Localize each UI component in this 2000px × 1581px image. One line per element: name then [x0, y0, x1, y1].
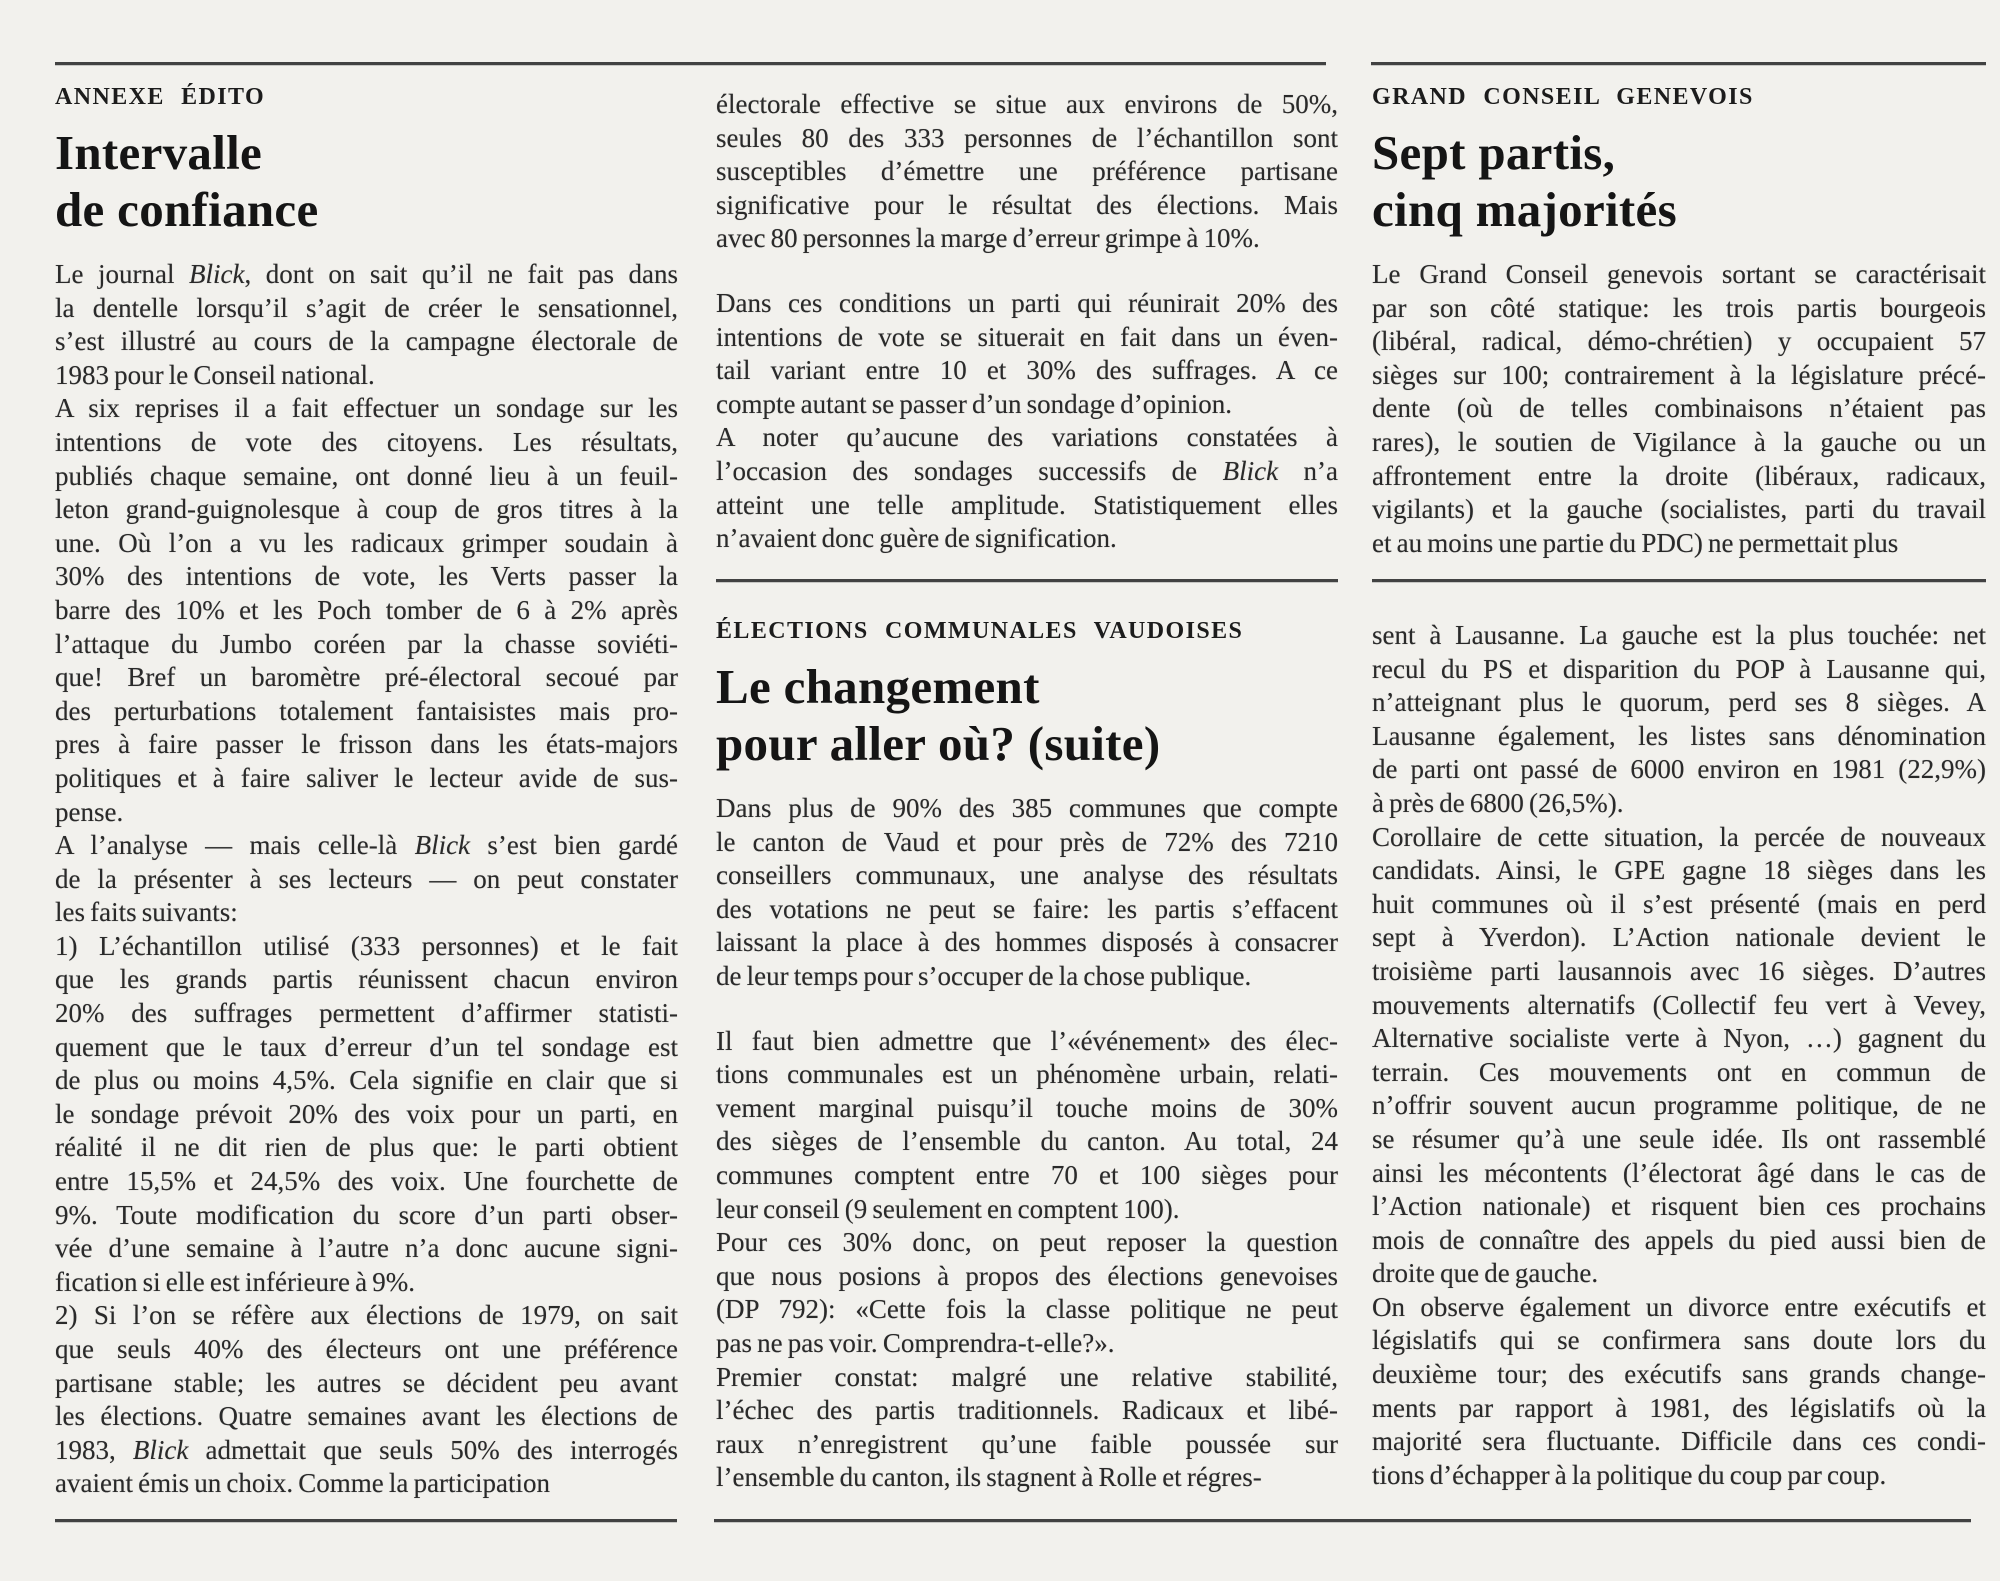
body-line: vement marginal puisqu’il touche moins de 30% — [716, 1092, 1338, 1123]
paragraph — [55, 392, 678, 829]
body-line: (libéral, radical, démo-chrétien) y occupaient 57 — [1372, 326, 1986, 357]
paragraph — [1372, 821, 1986, 1291]
paragraph — [1372, 619, 1986, 821]
body-line: leur conseil (9 seulement en comptent 100). — [716, 1193, 1180, 1224]
body-line: Corollaire de cette situation, la percée de nouveaux — [1372, 821, 1986, 852]
body-line: mois de connaître des appels du pied aussi bien de — [1372, 1224, 1986, 1255]
body-line: de parti ont passé de 6000 environ en 1981 (22,9%) — [1372, 754, 1986, 785]
body-line: une. Où l’on a vu les radicaux grimper soudain à — [55, 527, 678, 558]
body-line: de la présenter à ses lecteurs — on peut constater — [55, 863, 678, 894]
headline-line: Intervalle — [55, 125, 263, 180]
body-line: électorale effective se situe aux environs de 50%, — [716, 89, 1338, 119]
body-line: atteint une telle amplitude. Statistiquement elles — [716, 489, 1338, 520]
body-line: majorité sera fluctuante. Difficile dans ces condi- — [1372, 1426, 1986, 1457]
body-line: intentions de vote se situerait en fait dans un éven- — [716, 321, 1338, 352]
body-line: 30% des intentions de vote, les Verts passer la — [55, 561, 678, 592]
body-line: le sondage prévoit 20% des voix pour un parti, en — [55, 1098, 678, 1129]
body-line: sièges sur 100; contrairement à la législature précé- — [1372, 359, 1986, 390]
body-line: Pour ces 30% donc, on peut reposer la question — [716, 1227, 1338, 1258]
body-line: leton grand-guignolesque à coup de gros titres à la — [55, 494, 678, 525]
paragraph — [1372, 1291, 1986, 1493]
body-line: 2) Si l’on se réfère aux élections de 1979, on sait — [55, 1300, 678, 1331]
headline-line: cinq majorités — [1372, 182, 1677, 237]
body-line: l’ensemble du canton, ils stagnent à Rolle et régres- — [716, 1462, 1262, 1493]
middle-column-article — [716, 618, 1338, 1495]
body-line: à près de 6800 (26,5%). — [1372, 787, 1624, 818]
body-line: Alternative socialiste verte à Nyon, …) gagnent du — [1372, 1023, 1986, 1054]
article-body-edito-continued — [716, 88, 1338, 556]
paragraph — [55, 829, 678, 930]
body-line: réalité il ne dit rien de plus que: le parti obtient — [55, 1132, 678, 1163]
body-line: politiques et à faire saliver le lecteur avide de sus- — [55, 762, 678, 793]
body-line: significative pour le résultat des élections. Mais — [716, 189, 1338, 220]
mid-rule-right-column — [1372, 579, 1986, 582]
body-line: affrontement entre la droite (libéraux, radicaux, — [1372, 460, 1986, 491]
body-line: l’Action nationale) et risquent bien ces prochains — [1372, 1191, 1986, 1222]
body-line: tions communales est un phénomène urbain, relati- — [716, 1059, 1338, 1090]
body-line: avaient émis un choix. Comme la participation — [55, 1468, 551, 1499]
paragraph — [716, 88, 1338, 256]
body-line: s’est illustré au cours de la campagne électorale de — [55, 326, 678, 357]
right-column-continuation — [1372, 619, 1986, 1492]
body-line: 1) L’échantillon utilisé (333 personnes) et le fait — [55, 930, 678, 961]
article-body-changement — [716, 792, 1338, 1495]
body-line: laissant la place à des hommes disposés à consacrer — [716, 927, 1338, 958]
body-line: sent à Lausanne. La gauche est la plus touchée: net — [1372, 620, 1986, 650]
body-line: terrain. Ces mouvements ont en commun de — [1372, 1056, 1986, 1087]
bottom-rule-middle-right — [714, 1519, 1971, 1522]
body-line: troisième parti lausannois avec 16 sièges. D’autres — [1372, 955, 1986, 986]
body-line: de leur temps pour s’occuper de la chose publique. — [716, 960, 1252, 991]
headline-line: Le changement — [716, 659, 1040, 714]
body-line: communes comptent entre 70 et 100 sièges pour — [716, 1159, 1338, 1190]
body-line: les élections. Quatre semaines avant les élections de — [55, 1401, 678, 1432]
body-line: vée d’une semaine à l’autre n’a donc aucune signi- — [55, 1233, 678, 1264]
body-line: avec 80 personnes la marge d’erreur grimpe à 10%. — [716, 223, 1260, 254]
body-line: candidats. Ainsi, le GPE gagne 18 sièges dans les — [1372, 855, 1986, 886]
body-line: pas ne pas voir. Comprendra-t-elle?». — [716, 1327, 1115, 1358]
body-line: n’offrir souvent aucun programme politique, de ne — [1372, 1090, 1986, 1121]
body-line: seules 80 des 333 personnes de l’échantillon sont — [716, 122, 1338, 153]
top-rule-right — [1371, 62, 1986, 65]
body-line: que! Bref un baromètre pré-électoral secoué par — [55, 662, 678, 693]
body-line: pense. — [55, 796, 124, 827]
paragraph — [716, 1226, 1338, 1360]
body-line: Lausanne également, les listes sans dénomination — [1372, 720, 1986, 751]
body-line: l’attaque du Jumbo coréen par la chasse soviéti- — [55, 628, 678, 659]
paragraph — [55, 1299, 678, 1501]
paragraph — [716, 421, 1338, 555]
paragraph — [716, 792, 1338, 994]
body-line: 1983 pour le Conseil national. — [55, 359, 375, 390]
body-line: dente (où de telles combinaisons n’étaient pas — [1372, 393, 1986, 424]
body-line: conseillers communaux, une analyse des résultats — [716, 860, 1338, 891]
body-line: ainsi les mécontents (l’électorat âgé dans le cas de — [1372, 1157, 1986, 1188]
body-line: A six reprises il a fait effectuer un sondage sur les — [55, 393, 678, 424]
body-line: fication si elle est inférieure à 9%. — [55, 1266, 415, 1297]
body-line: que nous posions à propos des élections genevoises — [716, 1260, 1338, 1291]
body-line: mouvements alternatifs (Collectif feu vert à Vevey, — [1372, 989, 1986, 1020]
paragraph — [716, 1361, 1338, 1495]
body-line: droite que de gauche. — [1372, 1258, 1599, 1289]
body-line: n’atteignant plus le quorum, perd ses 8 sièges. A — [1372, 687, 1986, 718]
body-line: les faits suivants: — [55, 897, 238, 928]
body-line: (DP 792): «Cette fois la classe politique ne peut — [716, 1294, 1338, 1325]
kicker-grand-conseil-genevois: GRAND CONSEIL GENEVOIS — [1372, 84, 1754, 110]
body-line: se résumer qu’à une seule idée. Ils ont rassemblé — [1372, 1123, 1986, 1154]
body-line: et au moins une partie du PDC) ne permettait plus — [1372, 527, 1899, 558]
body-line: pres à faire passer le frisson dans les états-majors — [55, 729, 678, 760]
body-line: ments par rapport à 1981, des législatifs où la — [1372, 1392, 1986, 1423]
body-line: n’avaient donc guère de signification. — [716, 523, 1117, 554]
body-line: tail variant entre 10 et 30% des suffrages. A ce — [716, 355, 1338, 386]
body-line: des sièges de l’ensemble du canton. Au total, 24 — [716, 1126, 1338, 1157]
article-body-sept-partis — [1372, 258, 1986, 560]
body-line: 20% des suffrages permettent d’affirmer statisti- — [55, 998, 678, 1029]
body-line: rares), le soutien de Vigilance à la gauche ou un — [1372, 426, 1986, 457]
paragraph — [716, 287, 1338, 421]
paragraph — [55, 258, 678, 392]
body-line: le canton de Vaud et pour près de 72% des 7210 — [716, 826, 1338, 857]
body-line: que seuls 40% des électeurs ont une préférence — [55, 1334, 678, 1364]
body-line: Le journal Blick, dont on sait qu’il ne fait pas dans — [55, 259, 678, 289]
body-line: publiés chaque semaine, ont donné lieu à un feuil- — [55, 460, 678, 491]
paragraph — [1372, 258, 1986, 560]
body-line: 1983, Blick admettait que seuls 50% des interrogés — [55, 1434, 678, 1465]
body-line: recul du PS et disparition du POP à Lausanne qui, — [1372, 653, 1986, 684]
body-line: des perturbations totalement fantaisistes mais pro- — [55, 695, 678, 726]
body-line: par son côté statique: les trois partis bourgeois — [1372, 292, 1986, 323]
headline-intervalle-de-confiance — [55, 124, 678, 238]
body-line: Le Grand Conseil genevois sortant se caractérisait — [1372, 259, 1986, 289]
body-line: l’échec des partis traditionnels. Radicaux et libé- — [716, 1395, 1338, 1426]
body-line: tions d’échapper à la politique du coup par coup. — [1372, 1459, 1887, 1490]
body-line: de plus ou moins 4,5%. Cela signifie en clair que si — [55, 1065, 678, 1096]
headline-sept-partis — [1372, 124, 1986, 238]
body-line: barre des 10% et les Poch tomber de 6 à 2% après — [55, 594, 678, 625]
body-line: la dentelle lorsqu’il s’agit de créer le sensationnel, — [55, 292, 678, 323]
body-line: partisane stable; les autres se décident peu avant — [55, 1367, 678, 1398]
body-line: intentions de vote des citoyens. Les résultats, — [55, 426, 678, 457]
body-line: des votations ne peut se faire: les partis s’effacent — [716, 893, 1338, 924]
article-body-edito — [55, 258, 678, 1501]
body-line: 9%. Toute modification du score d’un parti obser- — [55, 1199, 678, 1230]
bottom-rule-left — [55, 1519, 677, 1522]
body-line: susceptibles d’émettre une préférence partisane — [716, 156, 1338, 187]
paragraph — [716, 1025, 1338, 1227]
top-rule-left-middle — [55, 62, 1326, 65]
body-line: Dans ces conditions un parti qui réunirait 20% des — [716, 287, 1338, 318]
right-column-article — [1372, 84, 1986, 560]
body-line: deuxième tour; des exécutifs sans grands change- — [1372, 1359, 1986, 1390]
body-line: A l’analyse — mais celle-là Blick s’est bien gardé — [55, 830, 678, 861]
paragraph — [55, 930, 678, 1300]
body-line: A noter qu’aucune des variations constatées à — [716, 422, 1338, 453]
headline-le-changement — [716, 658, 1338, 772]
body-line: Premier constat: malgré une relative stabilité, — [716, 1361, 1338, 1392]
body-line: compte autant se passer d’un sondage d’opinion. — [716, 388, 1233, 419]
headline-line: de confiance — [55, 182, 319, 237]
body-line: quement que le taux d’erreur d’un tel sondage est — [55, 1031, 678, 1062]
body-line: l’occasion des sondages successifs de Blick n’a — [716, 455, 1338, 486]
headline-line: Sept partis, — [1372, 125, 1616, 180]
kicker-elections-communales-vaudoises: ÉLECTIONS COMMUNALES VAUDOISES — [716, 618, 1244, 644]
body-line: vigilants) et la gauche (socialistes, parti du travail — [1372, 494, 1986, 525]
body-line: huit communes où il s’est présenté (mais en perd — [1372, 888, 1986, 919]
body-line: législatifs qui se confirmera sans doute lors du — [1372, 1325, 1986, 1356]
body-line: sept à Yverdon). L’Action nationale devient le — [1372, 922, 1986, 953]
body-line: que les grands partis réunissent chacun environ — [55, 964, 678, 995]
article-body-changement-continued — [1372, 619, 1986, 1492]
body-line: Dans plus de 90% des 385 communes que compte — [716, 793, 1338, 823]
mid-rule-middle-column — [716, 579, 1338, 582]
body-line: Il faut bien admettre que l’«événement» des élec- — [716, 1025, 1338, 1056]
body-line: raux n’enregistrent qu’une faible poussée sur — [716, 1428, 1338, 1459]
body-line: entre 15,5% et 24,5% des voix. Une fourchette de — [55, 1166, 678, 1197]
kicker-annexe-edito: ANNEXE ÉDITO — [55, 84, 266, 110]
left-column — [55, 84, 678, 1501]
middle-column-continuation — [716, 88, 1338, 556]
headline-line: pour aller où? (suite) — [716, 716, 1161, 771]
body-line: On observe également un divorce entre exécutifs et — [1372, 1291, 1986, 1322]
